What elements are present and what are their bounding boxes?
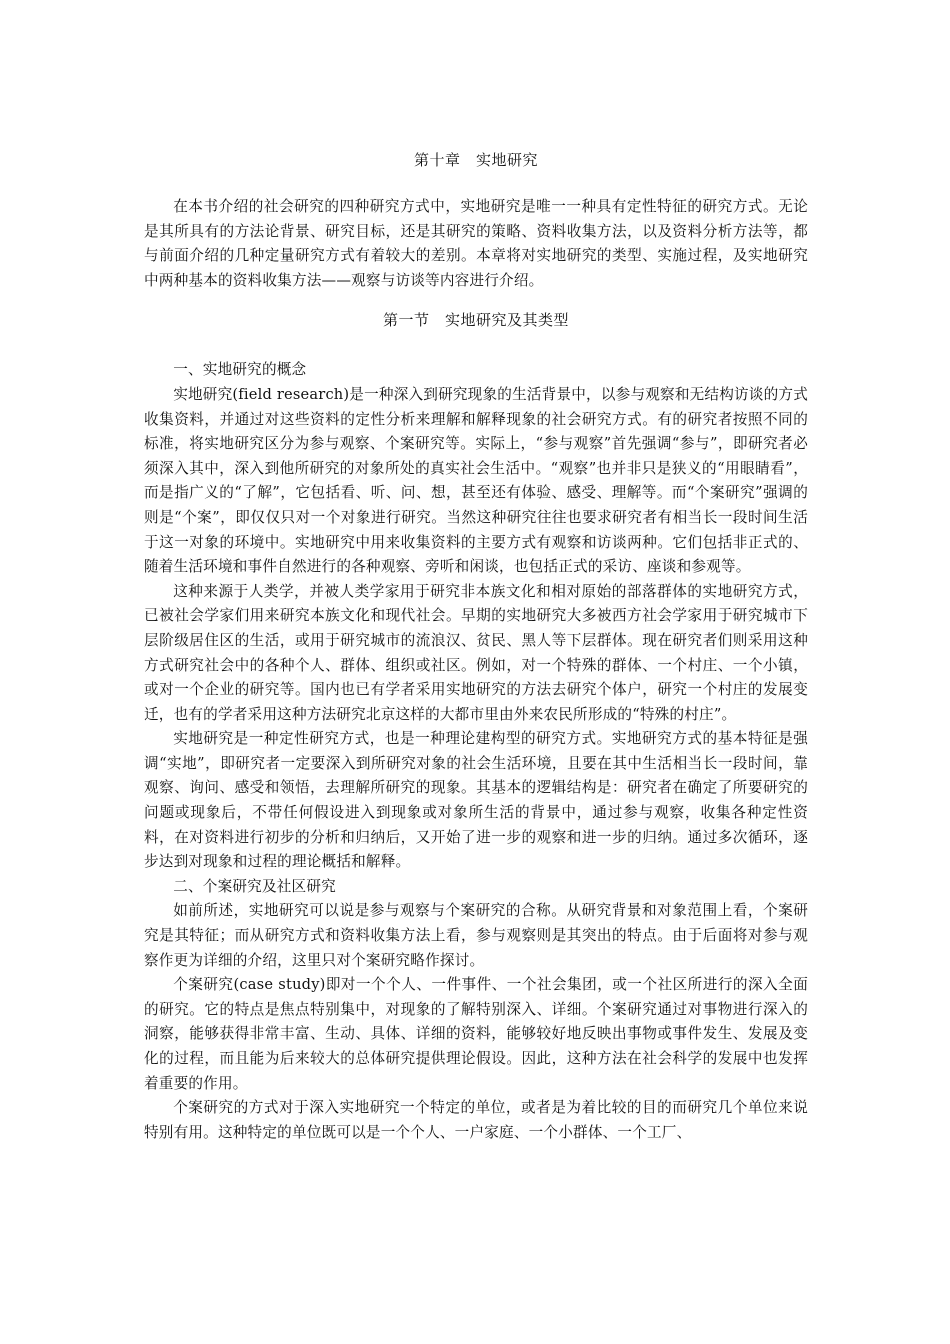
subheading-concept: 一、实地研究的概念 bbox=[173, 361, 307, 379]
document-page bbox=[144, 148, 808, 1145]
body-paragraph: 实地研究(field research)是一种深入到研究现象的生活背景中，以参与观察和无结构访谈的方式收集资料，并通过对这些资料的定性分析来理解和解释现象的社会研究方式。有的研究者按照不同的标准，将实地研究区分为参与观察、个案研究等。实际上，“参与观察”首先强调“参与”，即研究者必须深入其中，深入到他所研究的对象所处的真实社会生活中。“观察”也并非只是狭义的“用眼睛看”，而是指广义的“了解”，它包括看、听、问、想，甚至还有体验、感受、理解等。而“个案研究”强调的则是“个案”，即仅仅只对一个对象进行研究。当然这种研究往往也要求研究者有相当长一段时间生活于这一对象的环境中。实地研究中用来收集资料的主要方式有观察和访谈两种。它们包括非正式的、随着生活环境和事件自然进行的各种观察、旁听和闲谈，也包括正式的采访、座谈和参观等。 bbox=[144, 385, 808, 576]
body-paragraph: 个案研究(case study)即对一个个人、一件事件、一个社会集团，或一个社区所进行的深入全面的研究。它的特点是焦点特别集中，对现象的了解特别深入、详细。个案研究通过对事物进行深入的洞察，能够获得非常丰富、生动、具体、详细的资料，能够较好地反映出事物或事件发生、发展及变化的过程，而且能为后来较大的总体研究提供理论假设。因此，这种方法在社会科学的发展中也发挥着重要的作用。 bbox=[144, 976, 808, 1092]
body-paragraph: 实地研究是一种定性研究方式，也是一种理论建构型的研究方式。实地研究方式的基本特征是强调“实地”，即研究者一定要深入到所研究对象的社会生活环境，且要在其中生活相当长一段时间，靠观察、询问、感受和领悟，去理解所研究的现象。其基本的逻辑结构是：研究者在确定了所要研究的问题或现象后，不带任何假设进入到现象或对象所生活的背景中，通过参与观察，收集各种定性资料，在对资料进行初步的分析和归纳后，又开始了进一步的观察和进一步的归纳。通过多次循环，逐步达到对现象和过程的理论概括和解释。 bbox=[144, 730, 808, 871]
body-paragraph: 如前所述，实地研究可以说是参与观察与个案研究的合称。从研究背景和对象范围上看，个案研究是其特征；而从研究方式和资料收集方法上看，参与观察则是其突出的特点。由于后面将对参与观察作更为详细的介绍，这里只对个案研究略作探讨。 bbox=[144, 902, 808, 969]
body-paragraph: 个案研究的方式对于深入实地研究一个特定的单位，或者是为着比较的目的而研究几个单位来说特别有用。这种特定的单位既可以是一个个人、一户家庭、一个小群体、一个工厂、 bbox=[144, 1099, 808, 1141]
subheading-case-study: 二、个案研究及社区研究 bbox=[173, 877, 336, 895]
intro-paragraph: 在本书介绍的社会研究的四种研究方式中，实地研究是唯一一种具有定性特征的研究方式。无论是其所具有的方法论背景、研究目标，还是其研究的策略、资料收集方法，以及资料分析方法等，都与前面介绍的几种定量研究方式有着较大的差别。本章将对实地研究的类型、实施过程，及实地研究中两种基本的资料收集方法——观察与访谈等内容进行介绍。 bbox=[144, 198, 808, 289]
chapter-title: 第十章 实地研究 bbox=[413, 151, 538, 169]
section-title: 第一节 实地研究及其类型 bbox=[382, 311, 569, 330]
body-paragraph: 这种来源于人类学，并被人类学家用于研究非本族文化和相对原始的部落群体的实地研究方式，已被社会学家们用来研究本族文化和现代社会。早期的实地研究大多被西方社会学家用于研究城市下层阶级居住区的生活，或用于研究城市的流浪汉、贫民、黑人等下层群体。现在研究者们则采用这种方式研究社会中的各种个人、群体、组织或社区。例如，对一个特殊的群体、一个村庄、一个小镇，或对一个企业的研究等。国内也已有学者采用实地研究的方法去研究个体户，研究一个村庄的发展变迁，也有的学者采用这种方法研究北京这样的大都市里由外来农民所形成的“特殊的村庄”。 bbox=[144, 582, 808, 723]
